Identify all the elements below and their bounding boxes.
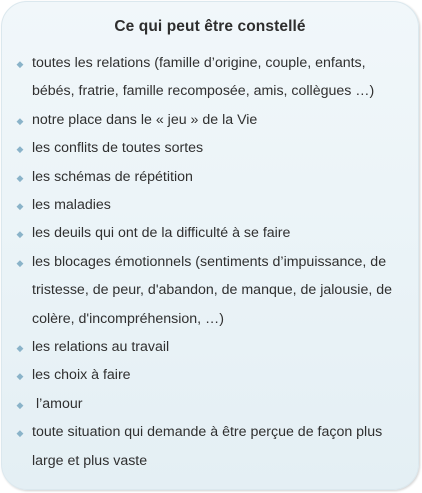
list-item bbox=[2, 390, 418, 418]
list-item-text: l’amour bbox=[32, 395, 83, 412]
bullet-icon: ◆ bbox=[16, 59, 24, 69]
list-item bbox=[2, 361, 418, 389]
list-item bbox=[2, 333, 418, 361]
bullet-icon: ◆ bbox=[16, 428, 24, 439]
list-item bbox=[2, 106, 418, 134]
bullet-icon: ◆ bbox=[16, 343, 24, 354]
list-item-text: les deuils qui ont de la difficulté à se faire bbox=[32, 225, 291, 242]
bullet-icon: ◆ bbox=[16, 201, 24, 212]
list-item-text: les conflits de toutes sortes bbox=[32, 140, 204, 157]
list-item-text: toutes les relations (famille d’origine, couple, enfants, bébés, fratrie, famille recomposée, amis, collègues …) bbox=[32, 55, 375, 100]
list-item bbox=[2, 191, 418, 219]
list-item-text: les schémas de répétition bbox=[32, 168, 193, 185]
bullet-icon: ◆ bbox=[16, 172, 24, 183]
list-item-text: notre place dans le « jeu » de la Vie bbox=[32, 111, 258, 128]
callout-panel bbox=[1, 1, 419, 490]
bullet-icon: ◆ bbox=[16, 257, 24, 268]
bullet-icon: ◆ bbox=[16, 371, 24, 382]
list-item bbox=[2, 49, 418, 106]
topics-list bbox=[2, 49, 418, 475]
list-item-text: les choix à faire bbox=[32, 367, 131, 384]
bullet-icon: ◆ bbox=[16, 229, 24, 240]
bullet-icon: ◆ bbox=[16, 399, 24, 410]
list-item-text: toute situation qui demande à être perçue de façon plus large et plus vaste bbox=[32, 424, 383, 469]
list-item bbox=[2, 248, 418, 333]
bullet-icon: ◆ bbox=[16, 115, 24, 126]
list-item bbox=[2, 418, 418, 475]
list-item-text: les maladies bbox=[32, 197, 111, 214]
list-item bbox=[2, 163, 418, 191]
list-item bbox=[2, 134, 418, 162]
list-item-text: les blocages émotionnels (sentiments d’impuissance, de tristesse, de peur, d'abandon, de manque, de jalousie, de colère, d'incompréhension, …) bbox=[32, 253, 393, 327]
list-item bbox=[2, 219, 418, 247]
panel-title: Ce qui peut être constellé bbox=[114, 18, 306, 35]
list-item-text: les relations au travail bbox=[32, 339, 170, 356]
bullet-icon: ◆ bbox=[16, 144, 24, 155]
